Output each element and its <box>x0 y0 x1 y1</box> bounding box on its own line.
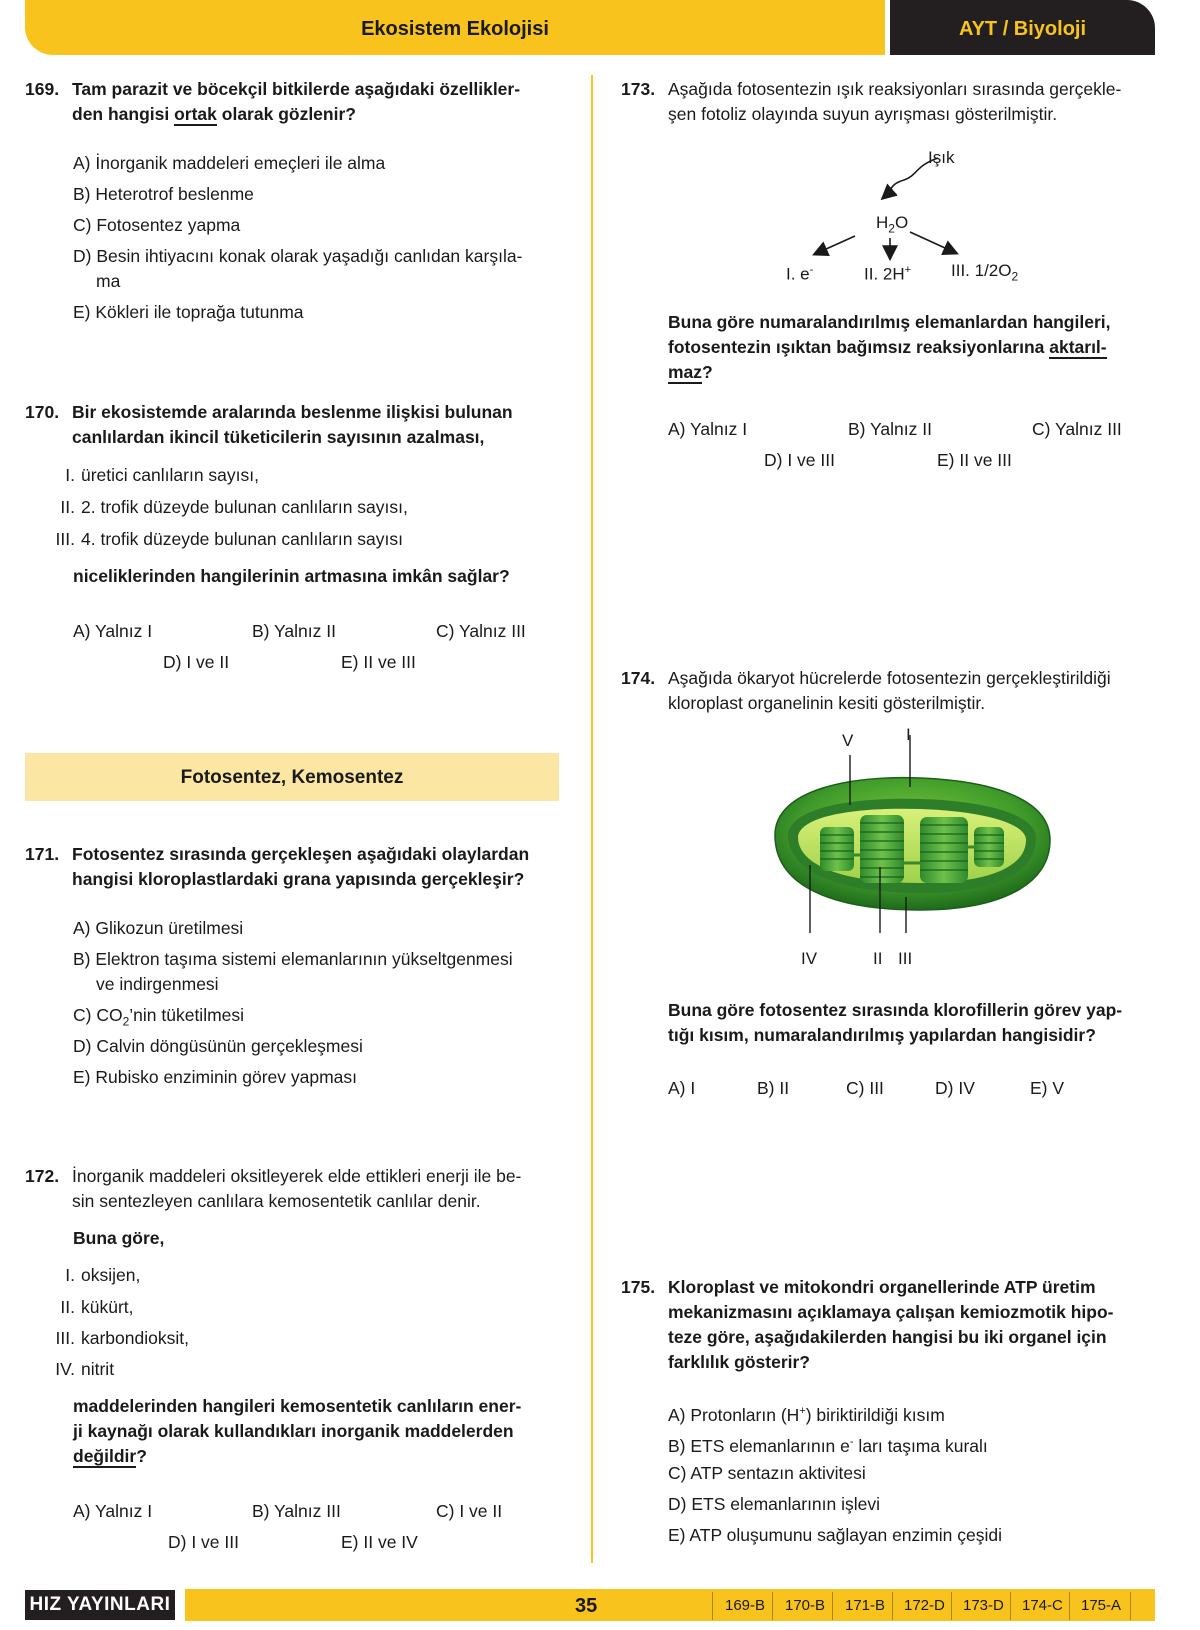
option-b[interactable]: B) ETS elemanlarının e- ları taşıma kuralı <box>668 1435 988 1456</box>
label-ii: II <box>873 949 883 968</box>
page-number: 35 <box>575 1595 598 1617</box>
option-b[interactable]: B) Heterotrof beslenme <box>73 184 254 204</box>
option-c[interactable]: C) Fotosentez yapma <box>73 215 241 235</box>
option-b[interactable]: B) Yalnız III <box>252 1501 341 1521</box>
option-d[interactable]: D) ETS elemanlarının işlevi <box>668 1494 881 1514</box>
answer-separator <box>772 1592 773 1620</box>
light-label: Işık <box>928 148 955 167</box>
statement-i: I. oksijen, <box>65 1265 141 1285</box>
option-e[interactable]: E) ATP oluşumunu sağlayan enzimin çeşidi <box>668 1525 1002 1545</box>
option-a[interactable]: A) Yalnız I <box>73 1501 153 1521</box>
answer-separator <box>832 1592 833 1620</box>
question-stem: Aşağıda ökaryot hücrelerde fotosentezin gerçekleştirildiği kloroplast organelinin kesiti gösterilmiştir. <box>668 668 1111 713</box>
option-c[interactable]: C) I ve II <box>436 1501 503 1521</box>
publisher-logo: HIZ YAYINLARI <box>25 1590 175 1620</box>
question-number: 175. <box>621 1277 656 1297</box>
question-ask: Buna göre fotosentez sırasında klorofillerin görev yap- tığı kısım, numaralandırılmış yapılardan hangisidir? <box>668 1000 1123 1045</box>
arrow-oxygen <box>910 232 956 253</box>
photolysis-diagram <box>780 140 1060 290</box>
option-d[interactable]: D) I ve III <box>168 1532 239 1552</box>
label-v: V <box>842 731 854 750</box>
option-a[interactable]: A) İnorganik maddeleri emeçleri ile alma <box>73 153 386 173</box>
question-stem: Tam parazit ve böcekçil bitkilerde aşağıdaki özellikler- den hangisi ortak olarak gözlenir? <box>72 79 521 124</box>
label-iv: IV <box>801 949 818 968</box>
answer-separator <box>1010 1592 1011 1620</box>
answer-separator <box>1069 1592 1070 1620</box>
option-b[interactable]: B) Yalnız II <box>848 419 932 439</box>
option-e[interactable]: E) II ve III <box>341 652 416 672</box>
product-i: I. e- <box>786 264 814 284</box>
option-a[interactable]: A) I <box>668 1078 696 1098</box>
question-ask: maddelerinden hangileri kemosentetik canlıların ener- ji kaynağı olarak kullandıkları inorganik maddelerden değildir? <box>73 1396 522 1466</box>
statement-ii: II. 2. trofik düzeyde bulunan canlıların sayısı, <box>60 497 408 517</box>
granum-far-right <box>974 827 1004 867</box>
section-header <box>25 753 559 801</box>
answer-key-173: 173-D <box>963 1597 1004 1614</box>
option-c[interactable]: C) Yalnız III <box>1032 419 1122 439</box>
answer-key-171: 171-B <box>845 1597 886 1614</box>
option-e[interactable]: E) Rubisko enziminin görev yapması <box>73 1067 358 1087</box>
product-iii: III. $1/2O_2$ <box>951 261 1019 284</box>
question-number: 170. <box>25 402 60 422</box>
header-course: AYT / Biyoloji <box>958 18 1087 40</box>
statement-iii: III. 4. trofik düzeyde bulunan canlıların sayısı <box>55 529 403 549</box>
question-ask: Buna göre numaralandırılmış elemanlardan hangileri, fotosentezin ışıktan bağımsız reaksiyonlarına aktarıl- maz? <box>668 312 1111 382</box>
statement-iv: IV. nitrit <box>55 1359 115 1379</box>
answer-separator <box>892 1592 893 1620</box>
option-b[interactable]: B) Yalnız II <box>252 621 336 641</box>
answer-key-172: 172-D <box>904 1597 945 1614</box>
granum-left <box>820 827 854 871</box>
question-number: 172. <box>25 1166 60 1186</box>
option-e[interactable]: E) II ve III <box>937 450 1012 470</box>
header-topic: Ekosistem Ekolojisi <box>361 18 549 40</box>
answer-key-169: 169-B <box>725 1597 766 1614</box>
option-d[interactable]: D) Besin ihtiyacını konak olarak yaşadığı canlıdan karşıla- <box>73 246 523 266</box>
option-c[interactable]: C) $CO_2’nin$ tüketilmesi <box>73 1005 245 1029</box>
option-d-cont: ma <box>96 271 121 291</box>
granum-right <box>920 817 968 883</box>
label-iii: III <box>898 949 913 968</box>
chloroplast-drawing <box>760 735 1060 975</box>
option-a[interactable]: A) Yalnız I <box>73 621 153 641</box>
option-e[interactable]: E) Kökleri ile toprağa tutunma <box>73 302 304 322</box>
question-stem: Aşağıda fotosentezin ışık reaksiyonları sırasında gerçekle- şen fotoliz olayında suyun ayrışması gösterilmiştir. <box>668 79 1122 124</box>
option-d[interactable]: D) I ve II <box>163 652 230 672</box>
option-d[interactable]: D) I ve III <box>764 450 835 470</box>
header-topic-bar <box>25 0 885 55</box>
statement-iii: III. karbondioksit, <box>55 1328 189 1348</box>
question-stem: Fotosentez sırasında gerçekleşen aşağıdaki olaylardan hangisi kloroplastlardaki grana yapısında gerçekleşir? <box>72 844 530 889</box>
product-ii: II. 2H+ <box>864 264 912 284</box>
label-i: I <box>906 725 911 744</box>
question-stem: İnorganik maddeleri oksitleyerek elde ettikleri enerji ile be- sin sentezleyen canlılara kemosentetik canlılar denir. <box>72 1166 522 1211</box>
granum-center <box>860 815 904 883</box>
question-number: 169. <box>25 79 60 99</box>
question-lead: Buna göre, <box>73 1228 165 1248</box>
question-number: 171. <box>25 844 60 864</box>
answer-separator <box>951 1592 952 1620</box>
water-label: $H_2O$ <box>876 213 909 236</box>
option-c[interactable]: C) Yalnız III <box>436 621 526 641</box>
question-stem: Bir ekosistemde aralarında beslenme ilişkisi bulunan canlılardan ikincil tüketicilerin sayısının azalması, <box>72 402 513 447</box>
answer-key-174: 174-C <box>1022 1597 1063 1614</box>
option-e[interactable]: E) V <box>1030 1078 1065 1098</box>
statement-i: I. üretici canlıların sayısı, <box>65 465 259 485</box>
option-e[interactable]: E) II ve IV <box>341 1532 418 1552</box>
option-b[interactable]: B) Elektron taşıma sistemi elemanlarının yükseltgenmesi <box>73 949 513 969</box>
option-a[interactable]: A) Protonların (H+) biriktirildiği kısım <box>668 1404 945 1425</box>
question-stem: Kloroplast ve mitokondri organellerinde ATP üretim mekanizmasını açıklamaya çalışan kemiozmotik hipo- teze göre, aşağıdakilerden hangisi bu iki organel için farklılık gösterir? <box>668 1277 1114 1372</box>
answer-key-175: 175-A <box>1081 1597 1122 1614</box>
option-a[interactable]: A) Glikozun üretilmesi <box>73 918 244 938</box>
answer-key-170: 170-B <box>785 1597 826 1614</box>
question-ask: niceliklerinden hangilerinin artmasına imkân sağlar? <box>73 566 510 586</box>
option-b-cont: ve indirgenmesi <box>96 974 219 994</box>
question-number: 173. <box>621 79 656 99</box>
answer-separator <box>1130 1592 1131 1620</box>
option-d[interactable]: D) IV <box>935 1078 975 1098</box>
question-number: 174. <box>621 668 656 688</box>
statement-ii: II. kükürt, <box>60 1297 134 1317</box>
header-course-bar <box>890 0 1155 55</box>
section-title: Fotosentez, Kemosentez <box>180 767 404 788</box>
option-d[interactable]: D) Calvin döngüsünün gerçekleşmesi <box>73 1036 363 1056</box>
option-b[interactable]: B) II <box>757 1078 790 1098</box>
answer-separator <box>712 1592 713 1620</box>
option-c[interactable]: C) ATP sentazın aktivitesi <box>668 1463 866 1483</box>
option-a[interactable]: A) Yalnız I <box>668 419 748 439</box>
column-divider <box>591 75 593 1563</box>
arrow-electron <box>815 236 855 254</box>
option-c[interactable]: C) III <box>846 1078 884 1098</box>
chloroplast-illustration <box>760 725 1060 975</box>
